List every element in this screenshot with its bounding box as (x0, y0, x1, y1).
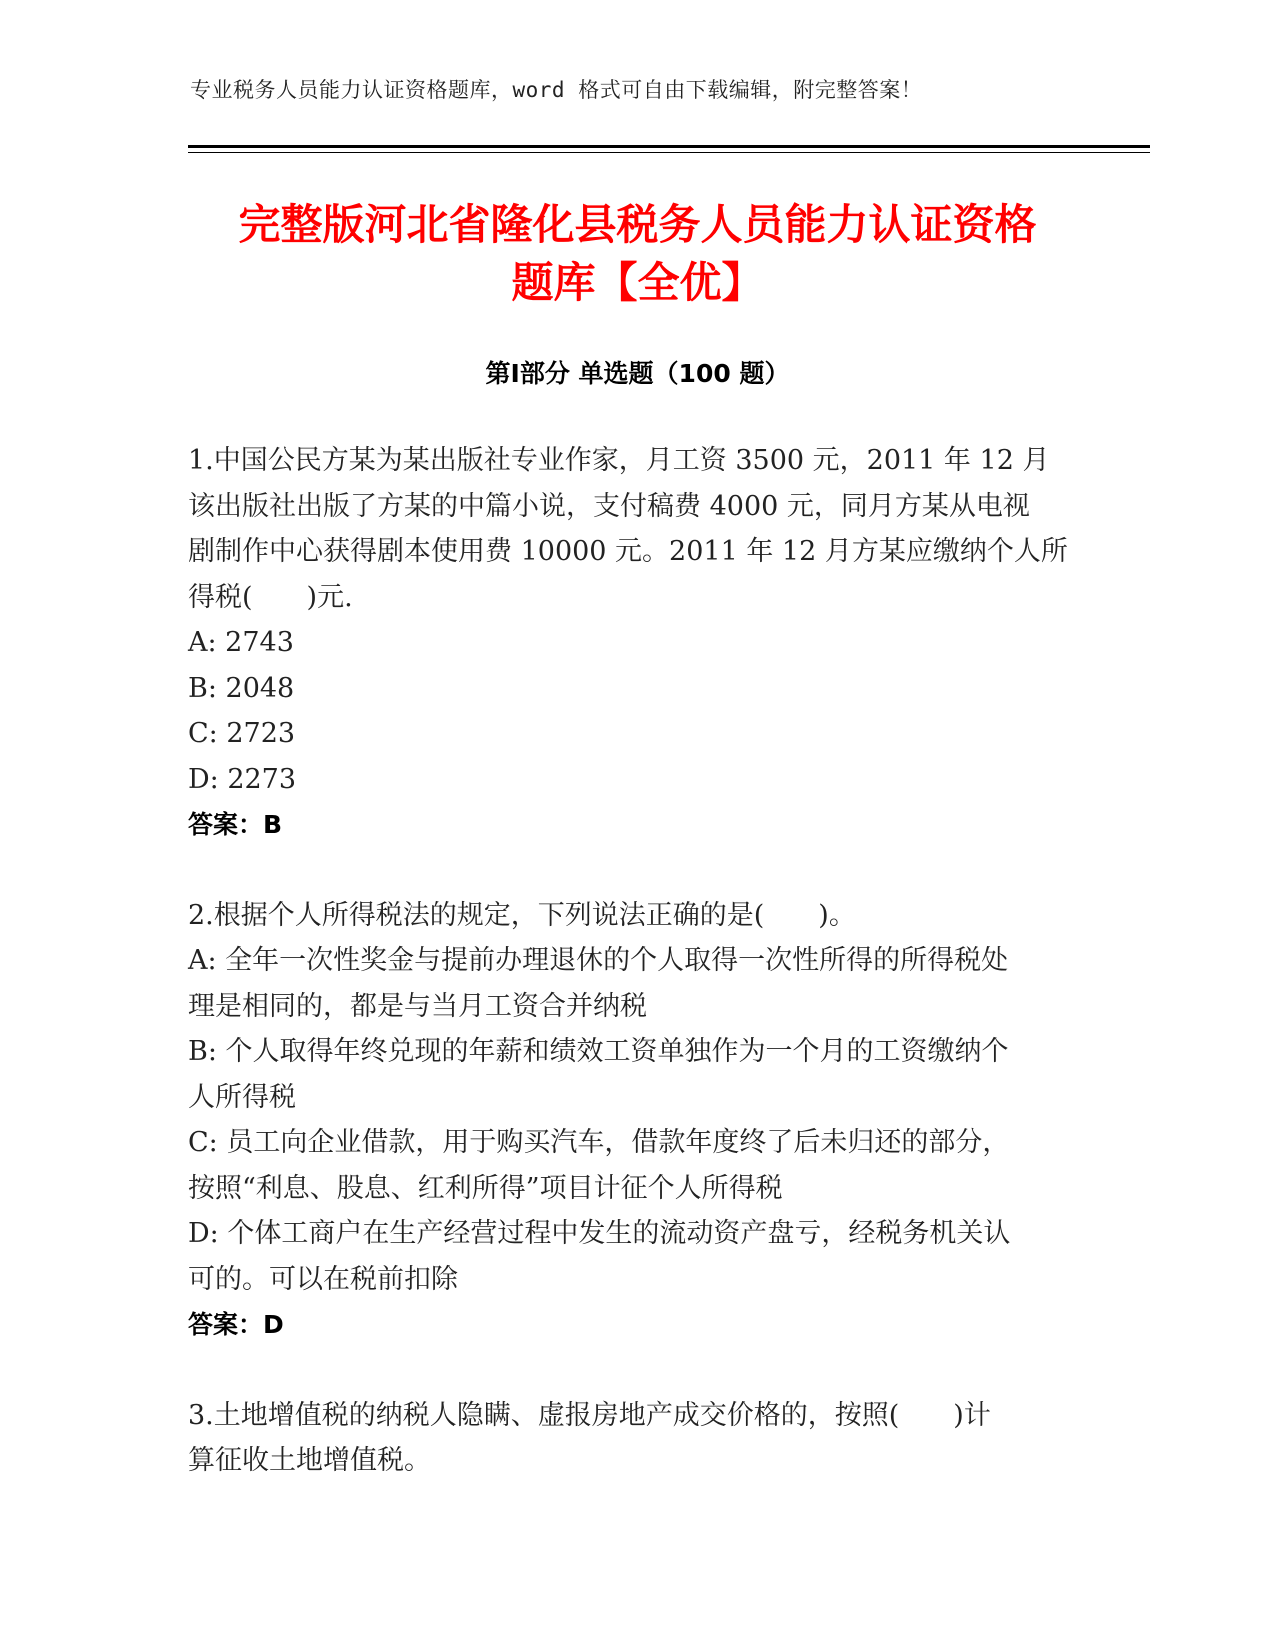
question-list (188, 438, 1088, 1484)
header-note: 专业税务人员能力认证资格题库，word 格式可自由下载编辑，附完整答案！ (190, 78, 923, 102)
question-stem-line: 算征收土地增值税。 (188, 1445, 431, 1476)
option-c: C: 2723 (188, 718, 296, 749)
option-d-continued: 可的。可以在税前扣除 (188, 1263, 458, 1295)
option-d: D: 个体工商户在生产经营过程中发生的流动资产盘亏，经税务机关认 (188, 1218, 1011, 1249)
question-stem-line: 该出版社出版了方某的中篇小说，支付稿费 4000 元，同月方某从电视 (188, 490, 1030, 522)
title-line-2: 题库【全优】 (511, 258, 764, 307)
question-stem-line: 1.中国公民方某为某出版社专业作家，月工资 3500 元，2011 年 12 月 (188, 445, 1050, 476)
option-a-continued: 理是相同的，都是与当月工资合并纳税 (188, 990, 647, 1022)
question-3 (188, 1393, 1088, 1484)
section-title: 第Ⅰ部分 单选题（100 题） (485, 359, 790, 388)
option-b-continued: 人所得税 (188, 1081, 296, 1113)
option-a: A: 全年一次性奖金与提前办理退休的个人取得一次性所得的所得税处 (188, 945, 1009, 976)
header-divider-thin (188, 152, 1150, 153)
question-stem-line: 2.根据个人所得税法的规定，下列说法正确的是( )。 (188, 899, 856, 931)
option-c: C: 员工向企业借款，用于购买汽车，借款年度终了后未归还的部分， (188, 1127, 1010, 1158)
answer: 答案：B (188, 810, 283, 839)
answer: 答案：D (188, 1310, 284, 1339)
option-d: D: 2273 (188, 763, 297, 795)
document-title (150, 196, 1125, 312)
question-stem-line: 剧制作中心获得剧本使用费 10000 元。2011 年 12 月方某应缴纳个人所 (188, 536, 1068, 567)
option-c-continued: 按照“利息、股息、红利所得”项目计征个人所得税 (188, 1172, 783, 1204)
option-a: A: 2743 (188, 627, 294, 658)
header-divider-thick (188, 145, 1150, 148)
question-2 (188, 893, 1088, 1348)
question-stem-line: 得税( )元. (188, 581, 353, 613)
question-stem-line: 3.土地增值税的纳税人隐瞒、虚报房地产成交价格的，按照( )计 (188, 1399, 991, 1431)
question-1 (188, 438, 1088, 848)
option-b: B: 2048 (188, 672, 295, 704)
option-b: B: 个人取得年终兑现的年薪和绩效工资单独作为一个月的工资缴纳个 (188, 1036, 1009, 1067)
title-line-1: 完整版河北省隆化县税务人员能力认证资格 (238, 200, 1037, 249)
